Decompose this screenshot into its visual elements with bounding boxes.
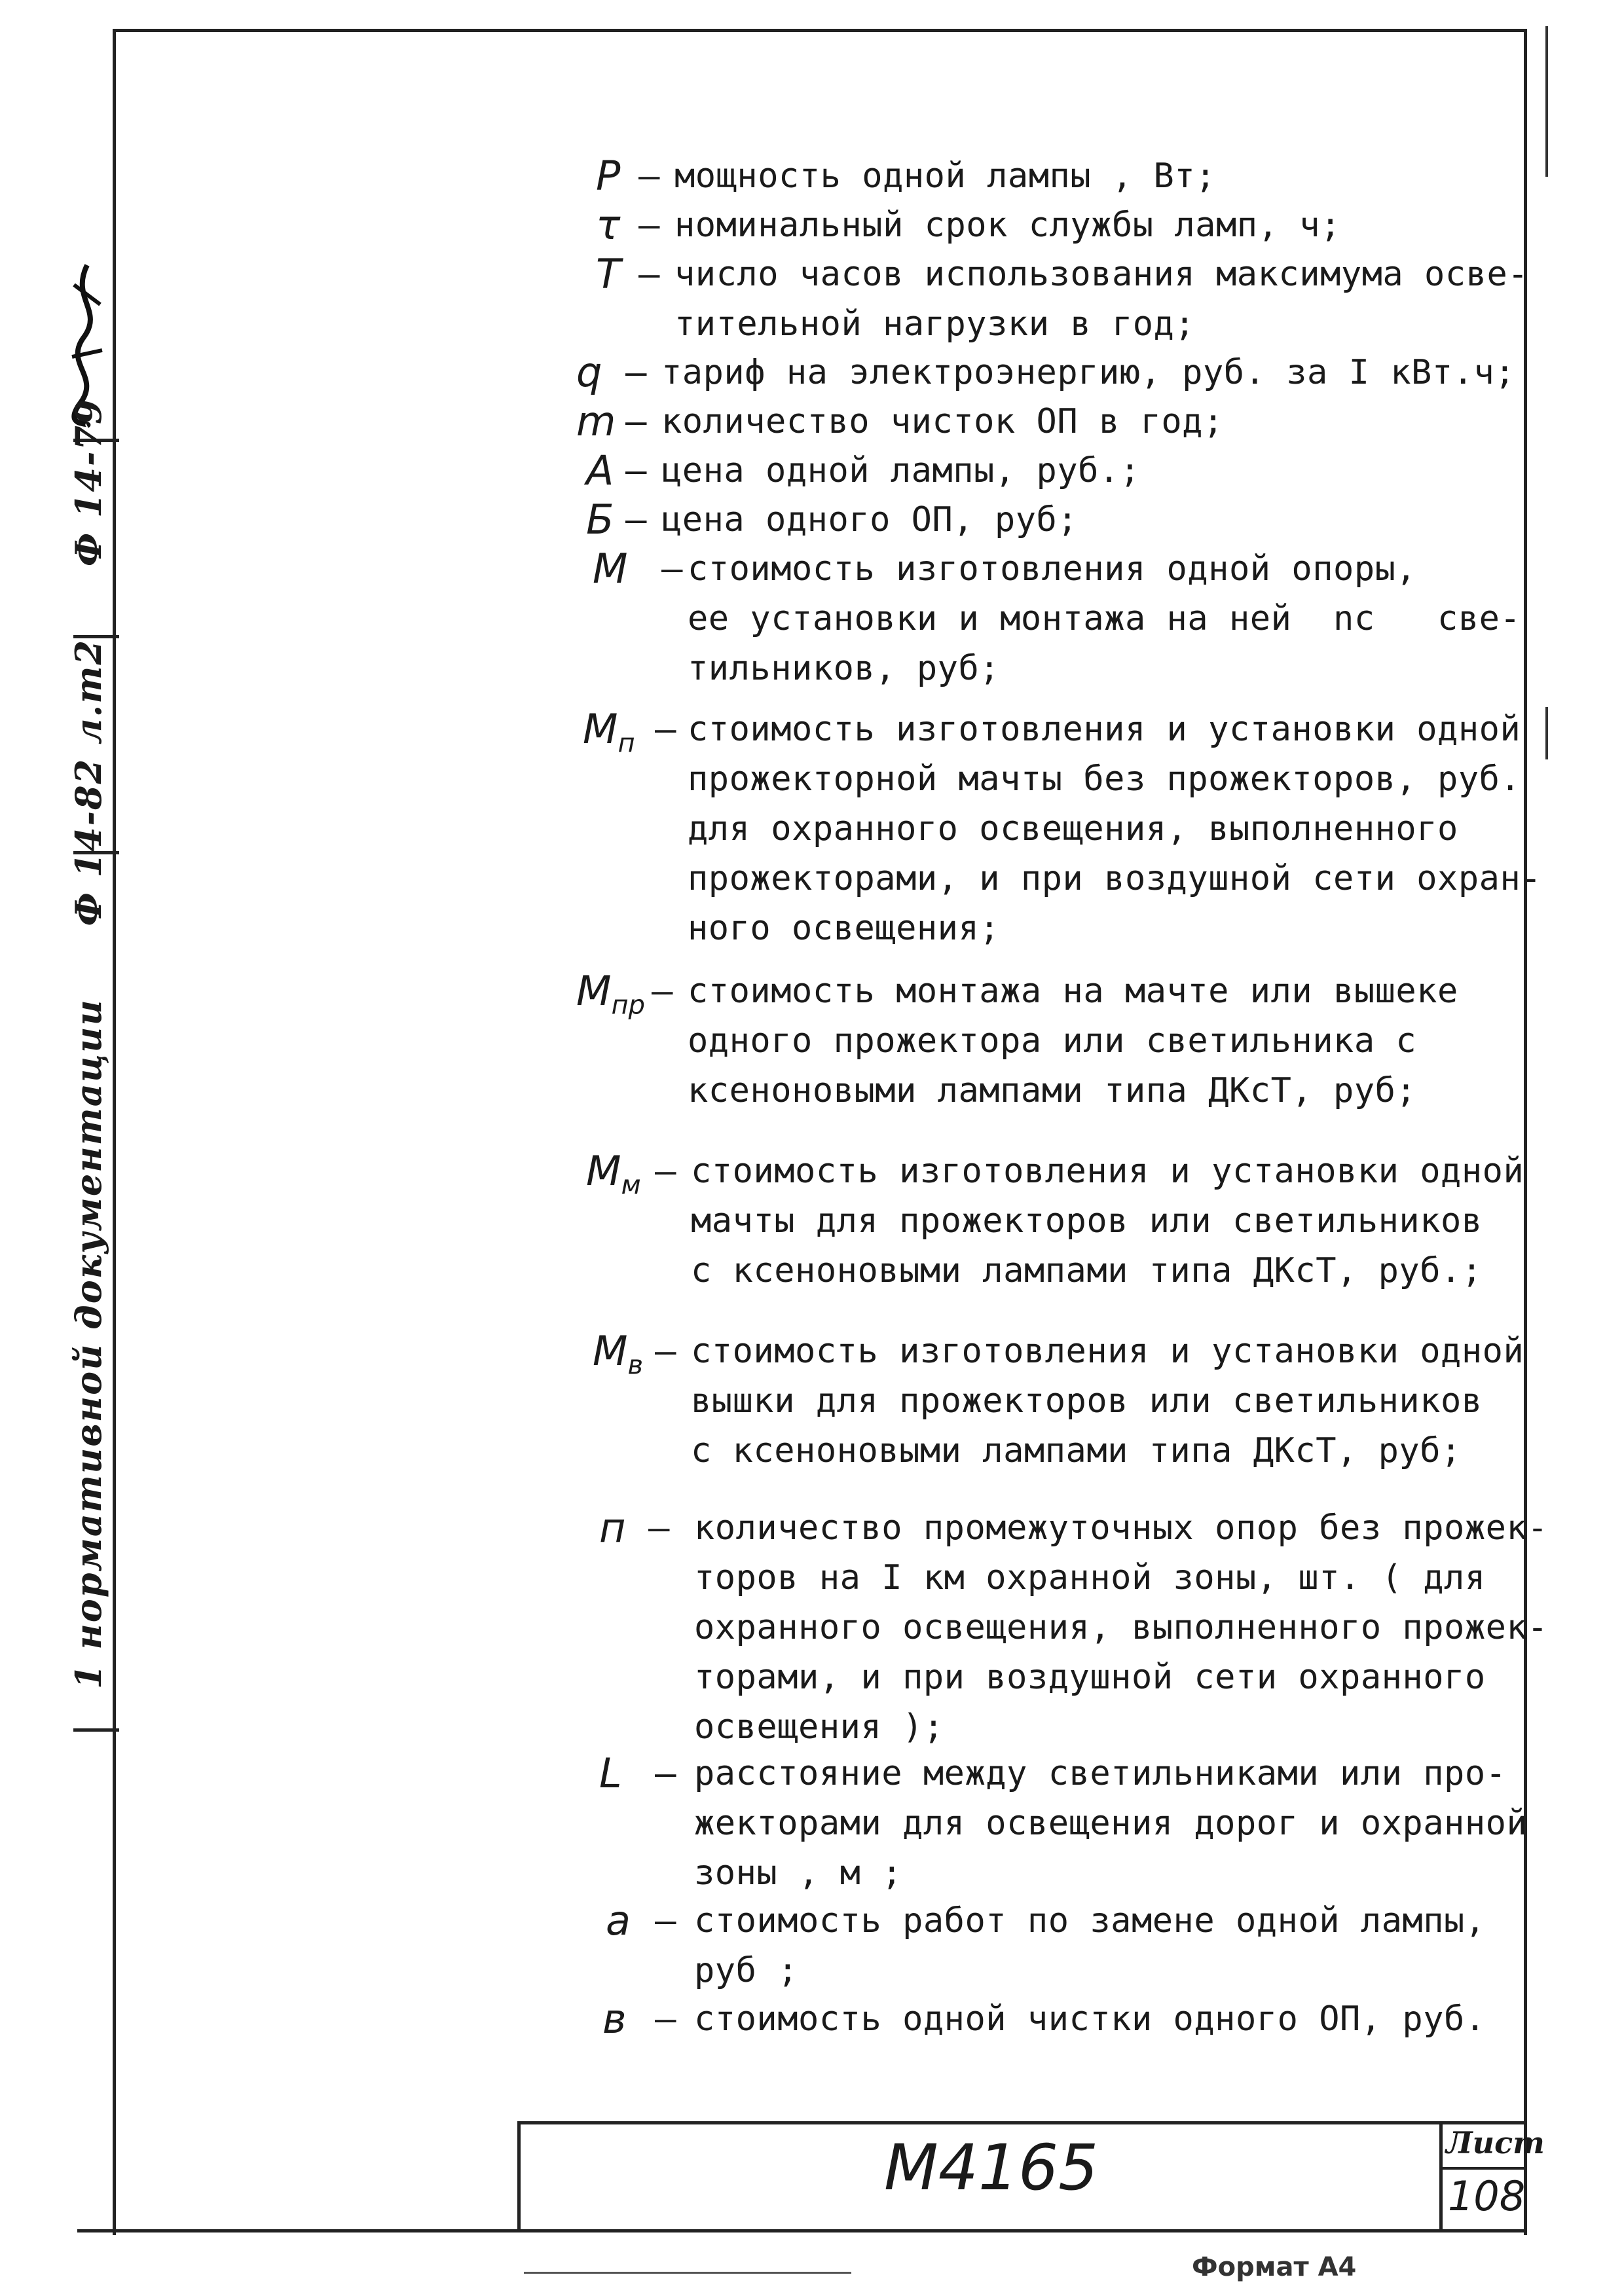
- definition-symbol: $М_м$: [586, 1147, 641, 1201]
- definition-text-line: с ксеноновыми лампами типа ДКсТ, руб.;: [691, 1251, 1483, 1290]
- definition-symbol: а: [606, 1897, 631, 1944]
- definition-symbol: п: [599, 1504, 626, 1552]
- definition-text-line: одного прожектора или светильника с: [688, 1021, 1417, 1061]
- sheet-label: Лист: [1446, 2125, 1545, 2160]
- sheet-cell-divider: [1439, 2167, 1527, 2170]
- definition-symbol: Б: [586, 496, 614, 543]
- definition-text-line: количество промежуточных опор без прожек-: [694, 1508, 1549, 1548]
- definition-text-line: стоимость монтажа на мачте или вышеке: [688, 972, 1458, 1011]
- definition-text-line: тариф на электроэнергию, руб. за I кВт.ч;: [661, 353, 1516, 392]
- definition-text-line: стоимость изготовления и установки одной: [691, 1332, 1524, 1371]
- definition-symbol: $М_{пр}$: [576, 967, 646, 1021]
- definition-text-line: стоимость изготовления одной опоры,: [688, 549, 1417, 589]
- definition-dash: –: [638, 204, 660, 246]
- definition-text-line: ксеноновыми лампами типа ДКсТ, руб;: [688, 1071, 1417, 1110]
- definition-text-line: цена одного ОП, руб;: [661, 500, 1079, 539]
- definition-dash: –: [652, 970, 673, 1011]
- definition-text-line: число часов использования максимума осве-: [674, 255, 1529, 294]
- definition-text-line: тильников, руб;: [688, 649, 1001, 688]
- definition-text-line: количество чисток ОП в год;: [661, 402, 1224, 441]
- definition-text-line: мачты для прожекторов или светильников: [691, 1201, 1483, 1241]
- margin-ref: Ф 14-79: [67, 398, 109, 567]
- definition-dash: –: [625, 450, 647, 491]
- definition-text-line: ного освещения;: [688, 909, 1001, 948]
- definition-dash: –: [625, 352, 647, 393]
- definition-symbol: m: [576, 397, 616, 445]
- margin-ref: Ф 14-82 л.т2: [67, 638, 109, 926]
- definition-dash: –: [655, 1998, 676, 2039]
- definition-text-line: вышки для прожекторов или светильников: [691, 1381, 1483, 1421]
- definition-dash: –: [655, 1753, 676, 1794]
- definition-text-line: мощность одной лампы , Вт;: [674, 156, 1216, 196]
- right-edge-mark: [1545, 26, 1548, 177]
- definition-text-line: прожекторами, и при воздушной сети охран-: [688, 859, 1542, 898]
- definition-text-line: ее установки и монтажа на ней nc све-: [688, 599, 1521, 638]
- definition-symbol: в: [602, 1995, 627, 2043]
- definition-dash: –: [625, 499, 647, 540]
- definition-symbol-subscript: в: [627, 1350, 644, 1381]
- definition-text-line: расстояние между светильниками или про-: [694, 1754, 1507, 1793]
- definition-text-line: цена одной лампы, руб.;: [661, 451, 1141, 490]
- definition-dash: –: [648, 1507, 670, 1548]
- definition-text-line: номинальный срок службы ламп, ч;: [674, 206, 1341, 245]
- definition-dash: –: [655, 1900, 676, 1941]
- definition-text-line: торов на I км охранной зоны, шт. ( для: [694, 1558, 1486, 1597]
- definition-text-line: стоимость одной чистки одного ОП, руб.: [694, 1999, 1486, 2039]
- definition-dash: –: [638, 155, 660, 196]
- definition-symbol: τ: [596, 201, 621, 249]
- definition-symbol: А: [586, 446, 614, 494]
- definition-dash: –: [655, 1330, 676, 1372]
- definition-text-line: зоны , м ;: [694, 1853, 903, 1893]
- definition-dash: –: [655, 1150, 676, 1192]
- definition-text-line: руб ;: [694, 1951, 799, 1990]
- definition-text-line: охранного освещения, выполненного прожек-: [694, 1608, 1549, 1647]
- sheet-number: 108: [1447, 2172, 1526, 2220]
- definition-dash: –: [625, 401, 647, 442]
- definition-text-line: стоимость работ по замене одной лампы,: [694, 1901, 1486, 1941]
- definition-dash: –: [661, 548, 683, 589]
- format-label: Формат А4: [1192, 2252, 1357, 2282]
- definition-dash: –: [655, 708, 676, 750]
- definition-symbol: P: [596, 152, 621, 200]
- definition-symbol-subscript: м: [621, 1170, 641, 1201]
- margin-tick: [73, 1728, 119, 1732]
- definition-text-line: прожекторной мачты без прожекторов, руб.: [688, 759, 1521, 799]
- definition-symbol: Т: [596, 250, 621, 298]
- definition-text-line: стоимость изготовления и установки одной: [691, 1152, 1524, 1191]
- definition-dash: –: [638, 253, 660, 295]
- definition-symbol: $М_п$: [583, 705, 635, 759]
- right-edge-mark: [1545, 707, 1548, 759]
- margin-label: 1 нормативной документации: [67, 998, 109, 1689]
- definition-text-line: с ксеноновыми лампами типа ДКсТ, руб;: [691, 1431, 1462, 1470]
- definition-text-line: жекторами для освещения дорог и охранной: [694, 1804, 1528, 1843]
- definition-text-line: стоимость изготовления и установки одной: [688, 710, 1521, 749]
- definition-symbol: $М_в$: [593, 1327, 644, 1381]
- definition-symbol: М: [593, 545, 628, 592]
- definition-text-line: для охранного освещения, выполненного: [688, 809, 1458, 848]
- margin-references: [62, 249, 115, 1689]
- definition-text-line: освещения );: [694, 1707, 944, 1747]
- definition-symbol: q: [576, 348, 602, 396]
- definition-symbol-subscript: п: [618, 728, 635, 759]
- definition-text-line: тительной нагрузки в год;: [674, 304, 1196, 344]
- bottom-rule: [524, 2272, 851, 2274]
- definition-symbol: L: [599, 1749, 622, 1797]
- definition-symbol-subscript: пр: [611, 990, 646, 1021]
- definition-text-line: торами, и при воздушной сети охранного: [694, 1658, 1486, 1697]
- document-code: М4165: [884, 2131, 1099, 2204]
